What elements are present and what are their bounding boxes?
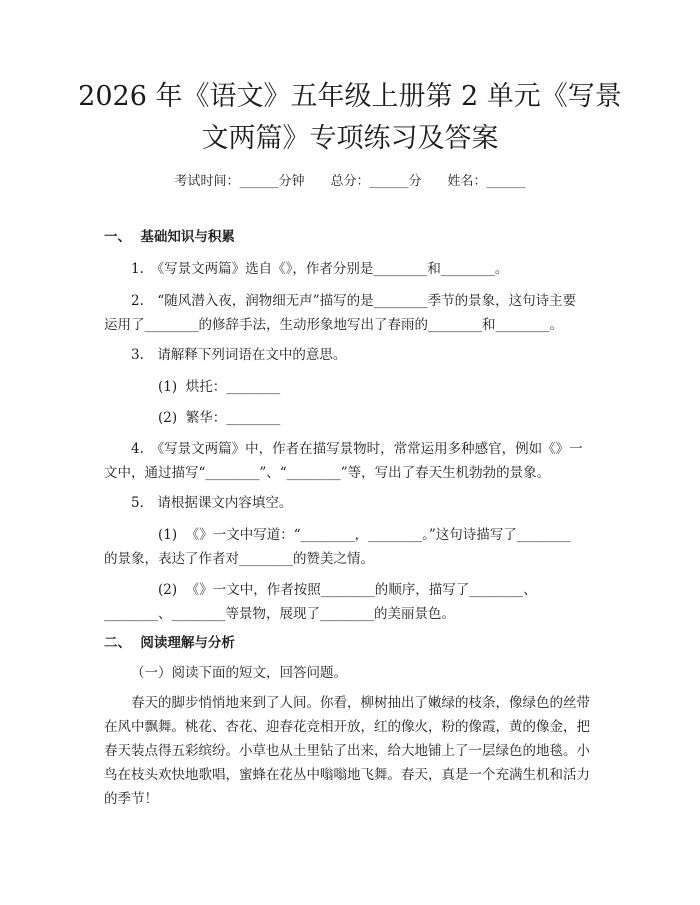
section-heading-2: 二、 阅读理解与分析 — [104, 635, 235, 651]
question-4-line-2: 文中，通过描写“________”、“________”等，写出了春天生机勃勃的景象。 — [104, 465, 551, 481]
question-5-item-1-line-2: 的景象，表达了作者对________的赞美之情。 — [104, 551, 374, 567]
passage-line-3: 春天装点得五彩缤纷。小草也从土里钻了出来，给大地铺上了一层绿色的地毯。小 — [104, 743, 590, 759]
question-1: 1. 《写景文两篇》选自《》，作者分别是________和________。 — [131, 261, 509, 277]
passage-line-2: 在风中飘舞。桃花、杏花、迎春花竞相开放，红的像火，粉的像霞，黄的像金，把 — [104, 719, 590, 735]
reading-instruction: （一）阅读下面的短文，回答问题。 — [131, 665, 347, 681]
title-line-2: 文两篇》专项练习及答案 — [201, 123, 499, 154]
exam-info: 考试时间：______分钟 总分：______分 姓名：______ — [174, 174, 526, 189]
passage-line-5: 的季节！ — [104, 791, 158, 807]
question-3-item-1: (1) 烘托：________ — [158, 379, 281, 395]
title-line-1: 2026 年《语文》五年级上册第 2 单元《写景 — [78, 81, 622, 112]
passage-line-4: 鸟在枝头欢快地歌唱，蜜蜂在花丛中嗡嗡地飞舞。春天，真是一个充满生机和活力 — [104, 767, 590, 783]
question-3: 3. 请解释下列词语在文中的意思。 — [131, 347, 347, 363]
question-5-item-2-line-1: (2) 《》一文中，作者按照________的顺序，描写了________、 — [158, 582, 537, 598]
question-5-item-1-line-1: (1) 《》一文中写道：“________，________。”这句诗描写了________ — [158, 527, 571, 543]
passage-line-1: 春天的脚步悄悄地来到了人间。你看，柳树抽出了嫩绿的枝条，像绿色的丝带 — [131, 695, 590, 711]
question-2-line-2: 运用了________的修辞手法，生动形象地写出了春雨的________和________。 — [104, 317, 563, 333]
section-heading-1: 一、 基础知识与积累 — [104, 229, 235, 245]
question-4-line-1: 4. 《写景文两篇》中，作者在描写景物时，常常运用多种感官，例如《》一 — [131, 441, 583, 457]
document-title — [60, 76, 640, 160]
question-3-item-2: (2) 繁华：________ — [158, 410, 281, 426]
question-5: 5. 请根据课文内容填空。 — [131, 495, 293, 511]
question-5-item-2-line-2: ________、________等景物，展现了________的美丽景色。 — [104, 606, 455, 622]
question-2-line-1: 2. “随风潜入夜，润物细无声”描写的是________季节的景象，这句诗主要 — [131, 293, 577, 309]
